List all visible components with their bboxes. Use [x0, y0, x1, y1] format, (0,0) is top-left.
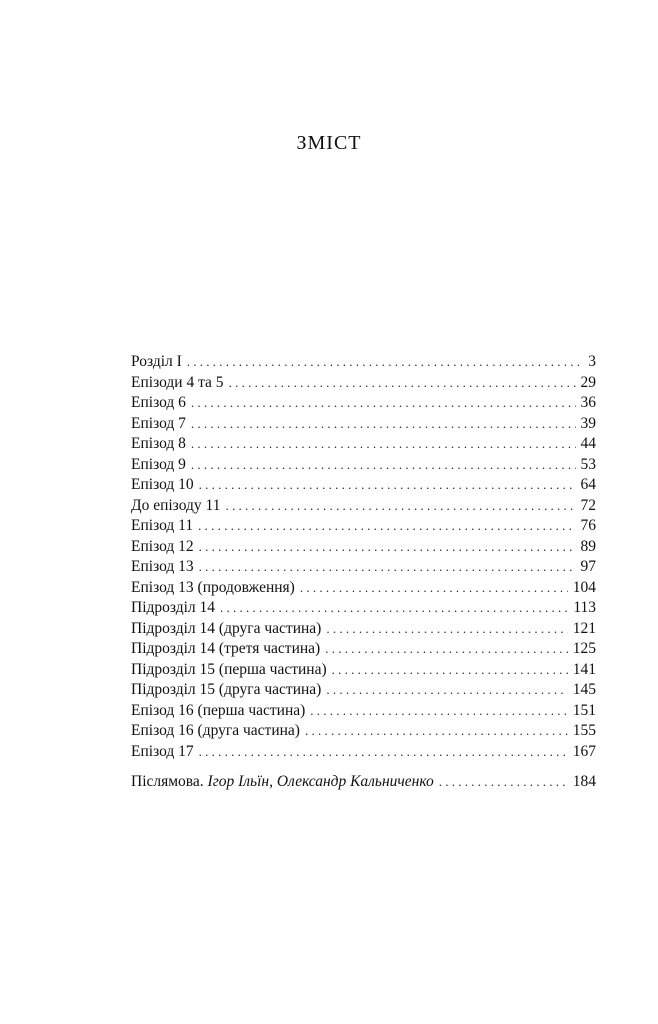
toc-entry-title: Епізод 8 [131, 435, 186, 452]
dot-leader [326, 680, 567, 701]
toc-page-number: 145 [572, 681, 596, 698]
toc-entry-title: Епізод 17 [131, 742, 194, 760]
toc-entry-title: Епізоди 4 та 5 [131, 373, 224, 391]
dot-leader [191, 393, 576, 414]
table-of-contents [131, 352, 596, 793]
dot-leader [199, 537, 576, 558]
toc-page-number: 36 [580, 394, 596, 411]
toc-page-number: 125 [572, 640, 596, 657]
dot-leader [198, 516, 575, 537]
dot-leader [199, 742, 568, 763]
toc-entry [131, 434, 596, 455]
toc-page-number: 44 [580, 435, 596, 452]
toc-page-number: 141 [572, 660, 596, 678]
toc-page-number: 76 [580, 517, 596, 534]
toc-page-number: 89 [580, 537, 596, 555]
dot-leader [300, 578, 568, 599]
dot-leader [191, 434, 576, 455]
toc-page-number: 53 [580, 455, 596, 473]
toc-entry-title: Епізод 16 (друга частина) [131, 722, 300, 739]
dot-leader [325, 639, 568, 660]
dot-leader [439, 772, 568, 793]
toc-entry [131, 373, 596, 394]
toc-page-number: 121 [572, 619, 596, 637]
toc-page-number: 72 [580, 496, 596, 514]
toc-page-number: 3 [588, 353, 596, 370]
toc-entry-afterword [131, 772, 596, 793]
toc-entry [131, 393, 596, 414]
toc-entry [131, 701, 596, 722]
toc-entry [131, 721, 596, 742]
dot-leader [191, 414, 576, 435]
toc-entry [131, 639, 596, 660]
toc-entry-title: Підрозділ 14 (третя частина) [131, 640, 321, 657]
afterword-authors: Ігор Ільїн, Олександр Кальниченко [207, 773, 434, 790]
toc-entry [131, 742, 596, 763]
toc-entry-title [131, 772, 434, 793]
toc-entry [131, 660, 596, 681]
toc-page-number: 64 [580, 476, 596, 493]
page-title: ЗМІСТ [296, 132, 362, 154]
dot-leader [310, 701, 567, 722]
toc-page-number: 39 [580, 414, 596, 432]
toc-entry [131, 475, 596, 496]
toc-entry [131, 578, 596, 599]
toc-entry [131, 516, 596, 537]
toc-page-number: 184 [572, 773, 596, 790]
toc-entry [131, 557, 596, 578]
dot-leader [187, 352, 583, 373]
toc-page-number: 151 [572, 701, 596, 719]
toc-entry-title: Епізод 6 [131, 394, 186, 411]
toc-entry-title: Епізод 11 [131, 517, 194, 534]
toc-entry-title: Підрозділ 15 (перша частина) [131, 660, 327, 678]
dot-leader [305, 721, 568, 742]
dot-leader [191, 455, 576, 476]
toc-entry-title: Епізод 13 (продовження) [131, 578, 295, 596]
toc-entry [131, 496, 596, 517]
toc-entry-title: Епізод 16 (перша частина) [131, 701, 306, 719]
toc-page-number: 155 [572, 722, 596, 739]
dot-leader [199, 475, 576, 496]
dot-leader [199, 557, 576, 578]
toc-entry [131, 537, 596, 558]
afterword-label: Післямова. [131, 773, 204, 790]
toc-page-number: 104 [572, 578, 596, 596]
toc-page-number: 97 [580, 558, 596, 575]
toc-entry-title: До епізоду 11 [131, 496, 221, 514]
toc-entry-title: Епізод 13 [131, 558, 194, 575]
toc-entry-title: Розділ I [131, 353, 182, 370]
toc-entry [131, 598, 596, 619]
dot-leader [220, 598, 568, 619]
dot-leader [229, 373, 576, 394]
toc-page-number: 113 [573, 599, 596, 616]
dot-leader [225, 496, 575, 517]
toc-entry [131, 414, 596, 435]
dot-leader [332, 660, 568, 681]
toc-entry [131, 680, 596, 701]
toc-entry-title: Підрозділ 15 (друга частина) [131, 681, 322, 698]
toc-entry-title: Підрозділ 14 (друга частина) [131, 619, 322, 637]
toc-page-number: 29 [580, 373, 596, 391]
toc-entry [131, 455, 596, 476]
toc-page-number: 167 [572, 742, 596, 760]
toc-entry [131, 619, 596, 640]
toc-entry-title: Епізод 10 [131, 476, 194, 493]
toc-entry-title: Епізод 12 [131, 537, 194, 555]
toc-entry-title: Підрозділ 14 [131, 599, 216, 616]
toc-entry-title: Епізод 9 [131, 455, 186, 473]
toc-entry [131, 352, 596, 373]
toc-entry-title: Епізод 7 [131, 414, 186, 432]
dot-leader [326, 619, 567, 640]
